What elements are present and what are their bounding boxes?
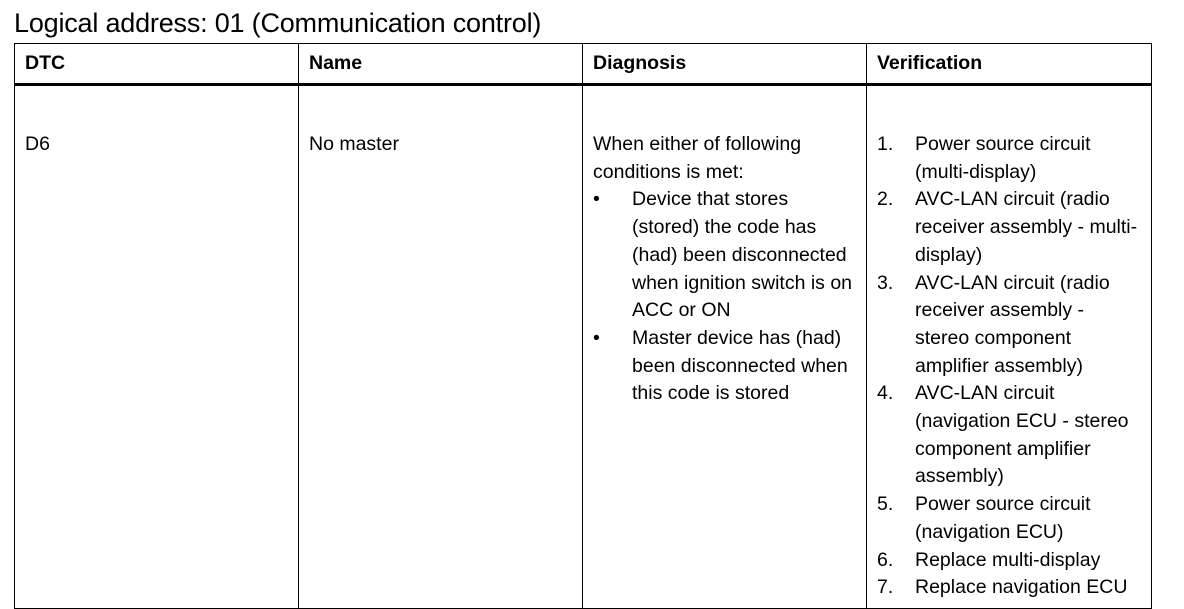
header-diagnosis: Diagnosis [583, 44, 867, 85]
verification-step [877, 574, 1141, 602]
cell-name: No master [299, 85, 583, 609]
dtc-table [14, 43, 1152, 609]
header-row [15, 44, 1152, 85]
step-text: Replace navigation ECU [915, 576, 1128, 599]
condition-item [593, 186, 856, 325]
step-number: 2. [877, 188, 894, 211]
step-text: AVC-LAN circuit (radio receiver assembly - multi-display) [915, 188, 1138, 266]
diagnosis-intro: When either of following conditions is met: [593, 133, 802, 183]
condition-text: Master device has (had) been disconnected when this code is stored [632, 326, 848, 405]
page-title: Logical address: 01 (Communication control) [14, 8, 542, 38]
step-text: Power source circuit (multi-display) [915, 133, 1091, 183]
verification-step [877, 131, 1141, 186]
step-text: Power source circuit (navigation ECU) [915, 493, 1091, 543]
step-number: 3. [877, 271, 894, 294]
table-body [15, 85, 1152, 609]
step-text: AVC-LAN circuit (navigation ECU - stereo component amplifier assembly) [915, 382, 1129, 488]
verification-step [877, 547, 1141, 575]
cell-dtc: D6 [15, 85, 299, 609]
step-number: 4. [877, 382, 894, 405]
header-verification: Verification [867, 44, 1152, 85]
table-header [15, 44, 1152, 85]
header-name: Name [299, 44, 583, 85]
verification-step [877, 491, 1141, 546]
condition-item [593, 325, 856, 408]
step-number: 1. [877, 133, 894, 155]
bullet-icon: • [593, 326, 600, 349]
step-number: 6. [877, 548, 894, 571]
cell-diagnosis [583, 85, 867, 609]
table-row [15, 85, 1152, 609]
step-number: 7. [877, 576, 894, 599]
bullet-icon: • [593, 188, 600, 211]
step-text: AVC-LAN circuit (radio receiver assembly - stereo component amplifier assembly) [915, 271, 1110, 377]
diagnosis-conditions [593, 186, 856, 408]
verification-step [877, 380, 1141, 491]
cell-verification [867, 85, 1152, 609]
header-dtc: DTC [15, 44, 299, 85]
condition-text: Device that stores (stored) the code has (had) been disconnected when ignition switch is on ACC or ON [632, 188, 853, 322]
verification-step [877, 270, 1141, 381]
verification-step [877, 186, 1141, 269]
step-number: 5. [877, 493, 894, 516]
step-text: Replace multi-display [915, 548, 1101, 571]
verification-steps [877, 131, 1141, 602]
